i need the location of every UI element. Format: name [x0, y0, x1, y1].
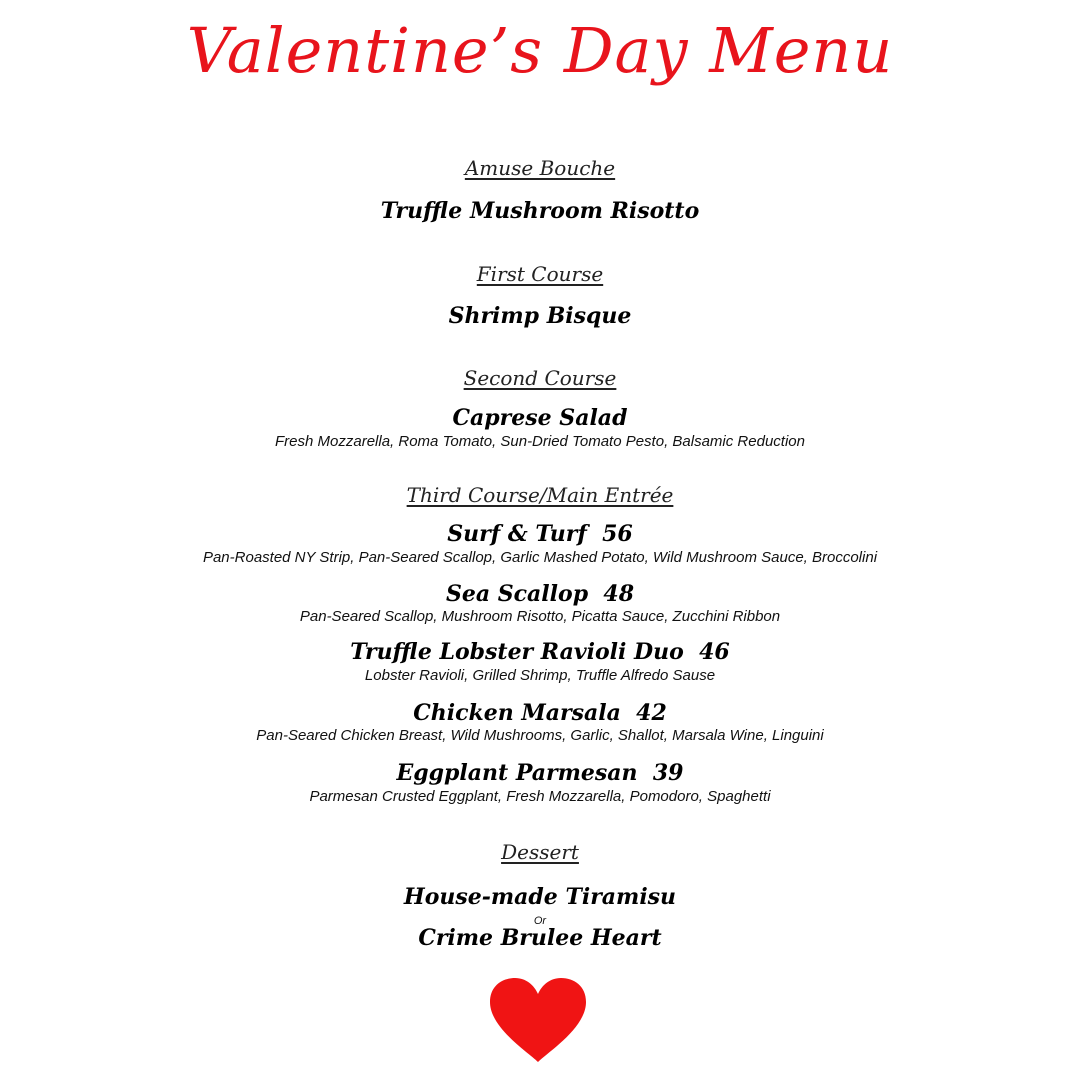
section-heading-third-course: Third Course/Main Entrée	[406, 483, 674, 507]
dish-surf-and-turf: Surf & Turf 56	[447, 521, 633, 547]
dish-house-made-tiramisu: House-made Tiramisu	[403, 884, 677, 910]
dish-truffle-lobster-ravioli-duo-desc: Lobster Ravioli, Grilled Shrimp, Truffle Alfredo Sause	[364, 667, 716, 684]
dish-truffle-lobster-ravioli-duo: Truffle Lobster Ravioli Duo 46	[350, 639, 730, 665]
dish-chicken-marsala-desc: Pan-Seared Chicken Breast, Wild Mushrooms, Garlic, Shallot, Marsala Wine, Linguini	[256, 727, 824, 744]
dish-creme-brulee-heart: Crime Brulee Heart	[418, 925, 662, 951]
section-heading-second-course: Second Course	[463, 366, 617, 390]
dish-truffle-mushroom-risotto: Truffle Mushroom Risotto	[380, 198, 700, 224]
dish-sea-scallop: Sea Scallop 48	[445, 581, 635, 607]
heart-icon	[488, 976, 588, 1066]
section-heading-first-course: First Course	[476, 262, 604, 286]
dish-caprese-salad: Caprese Salad	[452, 405, 628, 431]
dish-surf-and-turf-desc: Pan-Roasted NY Strip, Pan-Seared Scallop, Garlic Mashed Potato, Wild Mushroom Sauce, Broccolini	[202, 549, 878, 566]
section-heading-amuse-bouche: Amuse Bouche	[464, 156, 616, 180]
dish-eggplant-parmesan-desc: Parmesan Crusted Eggplant, Fresh Mozzarella, Pomodoro, Spaghetti	[309, 788, 771, 805]
dish-chicken-marsala: Chicken Marsala 42	[413, 700, 667, 726]
dish-eggplant-parmesan: Eggplant Parmesan 39	[396, 760, 684, 786]
dessert-or-separator: Or	[533, 915, 547, 927]
menu-title: Valentine’s Day Menu	[186, 14, 894, 87]
section-heading-dessert: Dessert	[501, 840, 579, 864]
dish-caprese-salad-desc: Fresh Mozzarella, Roma Tomato, Sun-Dried Tomato Pesto, Balsamic Reduction	[275, 433, 805, 450]
dish-sea-scallop-desc: Pan-Seared Scallop, Mushroom Risotto, Picatta Sauce, Zucchini Ribbon	[299, 608, 781, 625]
dish-shrimp-bisque: Shrimp Bisque	[448, 303, 632, 329]
